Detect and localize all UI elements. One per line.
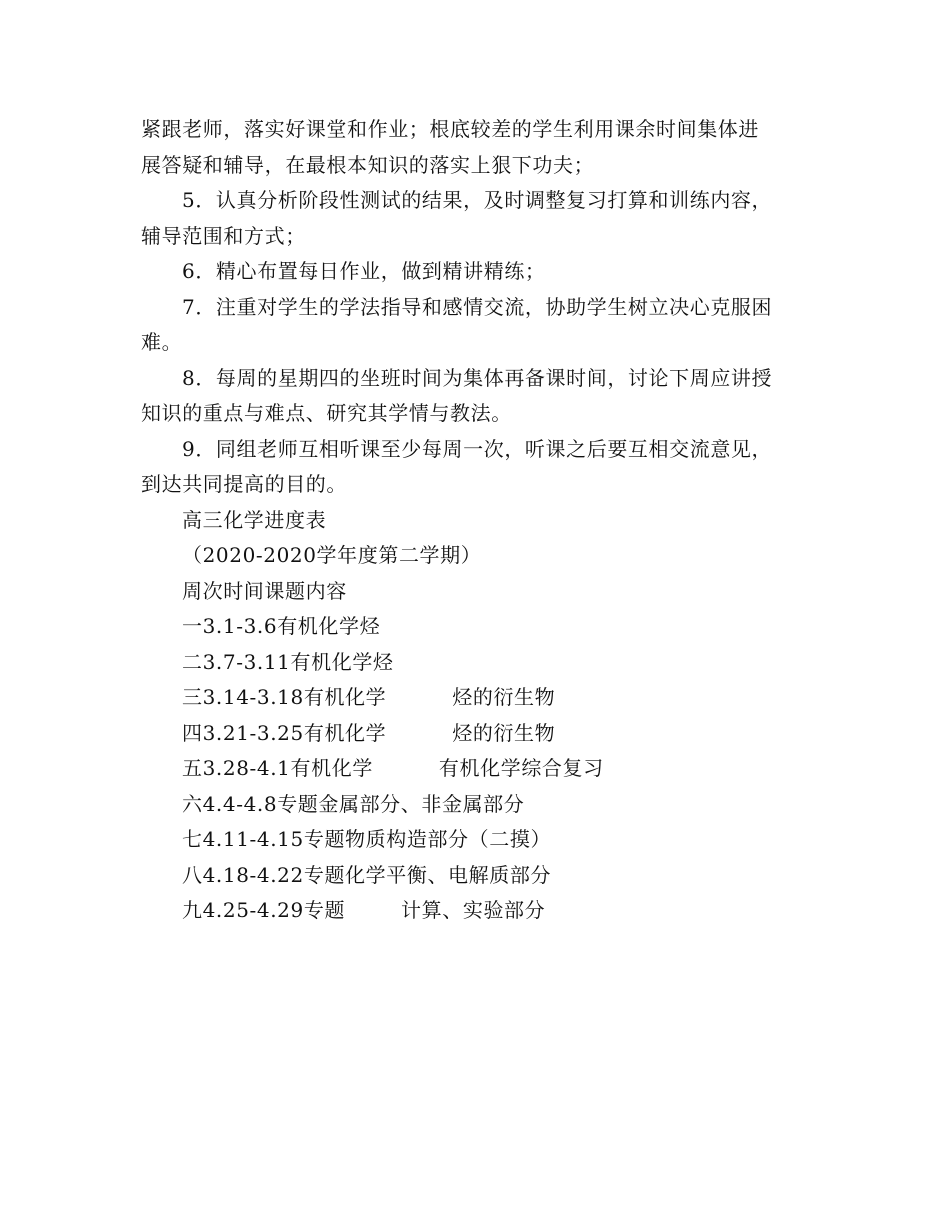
row-time: 3.21-3.25 bbox=[202, 720, 304, 745]
schedule-subtitle: （2020-2020学年度第二学期） bbox=[182, 543, 482, 567]
row-week: 五 bbox=[182, 756, 203, 780]
schedule-row bbox=[141, 858, 811, 894]
row-topic: 有机化学烃 bbox=[290, 649, 394, 674]
paragraph-line: 展答疑和辅导，在最根本知识的落实上狠下功夫； bbox=[141, 152, 595, 177]
paragraph-line: 到达共同提高的目的。 bbox=[141, 472, 347, 496]
row-topic: 有机化学 bbox=[303, 685, 387, 709]
schedule-row bbox=[141, 716, 811, 752]
row-time: 4.4-4.8 bbox=[202, 791, 278, 816]
row-week: 四 bbox=[182, 720, 203, 745]
row-topic: 专题 bbox=[303, 898, 346, 922]
schedule-row bbox=[141, 609, 811, 645]
row-topic: 有机化学 bbox=[290, 756, 373, 780]
row-week: 二 bbox=[182, 649, 203, 674]
row-time: 4.11-4.15 bbox=[202, 827, 304, 851]
schedule-row bbox=[141, 822, 811, 858]
paragraph-item-9: 9．同组老师互相听课至少每周一次，听课之后要互相交流意见， bbox=[182, 436, 773, 461]
document-body bbox=[141, 112, 811, 929]
row-week: 七 bbox=[182, 827, 203, 851]
paragraph-line: 紧跟老师，落实好课堂和作业；根底较差的学生利用课余时间集体进 bbox=[141, 117, 759, 141]
paragraph-item-7: 7．注重对学生的学法指导和感情交流，协助学生树立决心克服困 bbox=[182, 294, 773, 319]
row-time: 3.28-4.1 bbox=[202, 756, 291, 780]
row-topic: 专题化学平衡、电解质部分 bbox=[303, 862, 552, 887]
paragraph-item-8: 8．每周的星期四的坐班时间为集体再备课时间，讨论下周应讲授 bbox=[182, 365, 773, 390]
row-week: 八 bbox=[182, 862, 203, 887]
schedule-title: 高三化学进度表 bbox=[182, 507, 327, 532]
schedule-header: 周次时间课题内容 bbox=[182, 578, 347, 603]
row-topic: 专题金属部分、非金属部分 bbox=[277, 791, 525, 816]
paragraph-item-5: 5．认真分析阶段性测试的结果，及时调整复习打算和训练内容， bbox=[182, 188, 773, 212]
row-topic: 专题物质构造部分（二摸） bbox=[303, 827, 552, 851]
row-time: 3.14-3.18 bbox=[202, 685, 304, 709]
paragraph-line: 难。 bbox=[141, 330, 183, 354]
schedule-row bbox=[141, 893, 811, 929]
row-time: 4.18-4.22 bbox=[202, 862, 304, 887]
row-week: 九 bbox=[182, 898, 203, 922]
row-content: 有机化学综合复习 bbox=[438, 756, 604, 780]
row-time: 4.25-4.29 bbox=[202, 898, 304, 922]
row-week: 一 bbox=[182, 614, 203, 638]
schedule-row bbox=[141, 645, 811, 681]
row-topic: 有机化学烃 bbox=[277, 614, 381, 638]
schedule-row bbox=[141, 751, 811, 787]
row-week: 三 bbox=[182, 685, 203, 709]
row-time: 3.7-3.11 bbox=[202, 649, 291, 674]
paragraph-line: 辅导范围和方式； bbox=[141, 223, 306, 248]
row-time: 3.1-3.6 bbox=[202, 614, 278, 638]
schedule-row bbox=[141, 787, 811, 823]
paragraph-line: 知识的重点与难点、研究其学情与教法。 bbox=[141, 401, 512, 425]
row-content: 烃的衍生物 bbox=[452, 720, 556, 745]
row-topic: 有机化学 bbox=[303, 720, 387, 745]
row-content: 计算、实验部分 bbox=[401, 898, 546, 922]
row-content: 烃的衍生物 bbox=[452, 685, 556, 709]
paragraph-item-6: 6．精心布置每日作业，做到精讲精练； bbox=[182, 259, 546, 283]
schedule-row bbox=[141, 680, 811, 716]
row-week: 六 bbox=[182, 791, 203, 816]
